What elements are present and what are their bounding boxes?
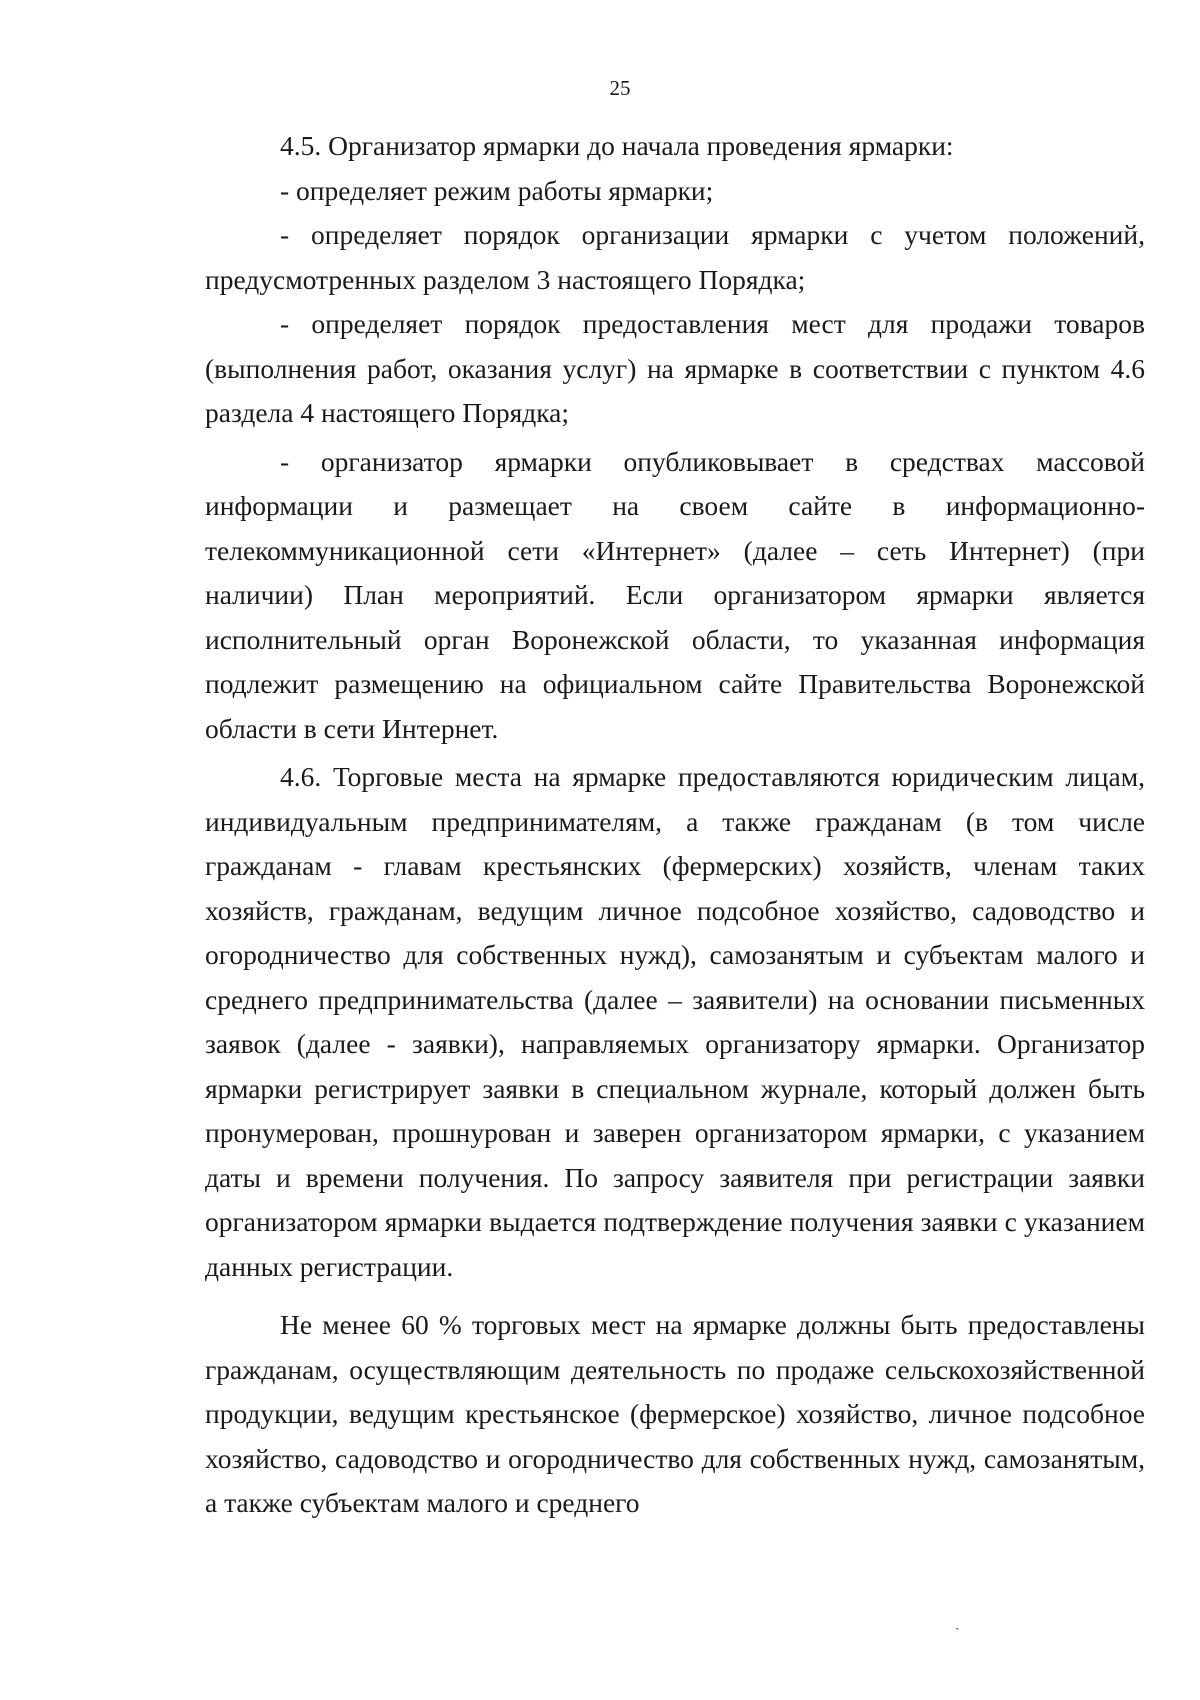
- list-item-publication: - организатор ярмарки опубликовывает в средствах массовой информации и размещает на своем сайте в информационно-телекоммуникационной сети «Интернет» (далее – сеть Интернет) (при наличии) План мероприятий. Если организатором ярмарки является исполнительный орган Воронежской области, то указанная информация подлежит размещению на официальном сайте Правительства Воронежской области в сети Интернет.: [205, 445, 1145, 744]
- page-number: 25: [609, 76, 631, 100]
- list-item-places-order: - определяет порядок предоставления мест для продажи товаров (выполнения работ, оказания услуг) на ярмарке в соответствии с пунктом 4.6 раздела 4 настоящего Порядка;: [205, 308, 1145, 428]
- document-body: [205, 124, 1145, 1526]
- paragraph-quota: Не менее 60 % торговых мест на ярмарке должны быть предоставлены гражданам, осуществляющим деятельность по продаже сельскохозяйственной продукции, ведущим крестьянское (фермерское) хозяйство, личное подсобное хозяйство, садоводство и огородничество для собственных нужд, самозанятым, а также субъектам малого и среднего: [205, 1309, 1145, 1518]
- scan-artifact-mark: ˎ: [955, 1616, 960, 1631]
- paragraph-4-6: 4.6. Торговые места на ярмарке предоставляются юридическим лицам, индивидуальным предпринимателям, а также гражданам (в том числе гражданам - главам крестьянских (фермерских) хозяйств, членам таких хозяйств, гражданам, ведущим личное подсобное хозяйство, садоводство и огородничество для собственных нужд), самозанятым и субъектам малого и среднего предпринимательства (далее – заявители) на основании письменных заявок (далее - заявки), направляемых организатору ярмарки. Организатор ярмарки регистрирует заявки в специальном журнале, который должен быть пронумерован, прошнурован и заверен организатором ярмарки, с указанием даты и времени получения. По запросу заявителя при регистрации заявки организатором ярмарки выдается подтверждение получения заявки с указанием данных регистрации.: [205, 761, 1145, 1282]
- paragraph-4-5-heading: 4.5. Организатор ярмарки до начала проведения ярмарки:: [280, 130, 954, 161]
- list-item-organization-order: - определяет порядок организации ярмарки с учетом положений, предусмотренных разделом 3 настоящего Порядка;: [205, 219, 1145, 295]
- list-item-work-mode: - определяет режим работы ярмарки;: [280, 174, 714, 206]
